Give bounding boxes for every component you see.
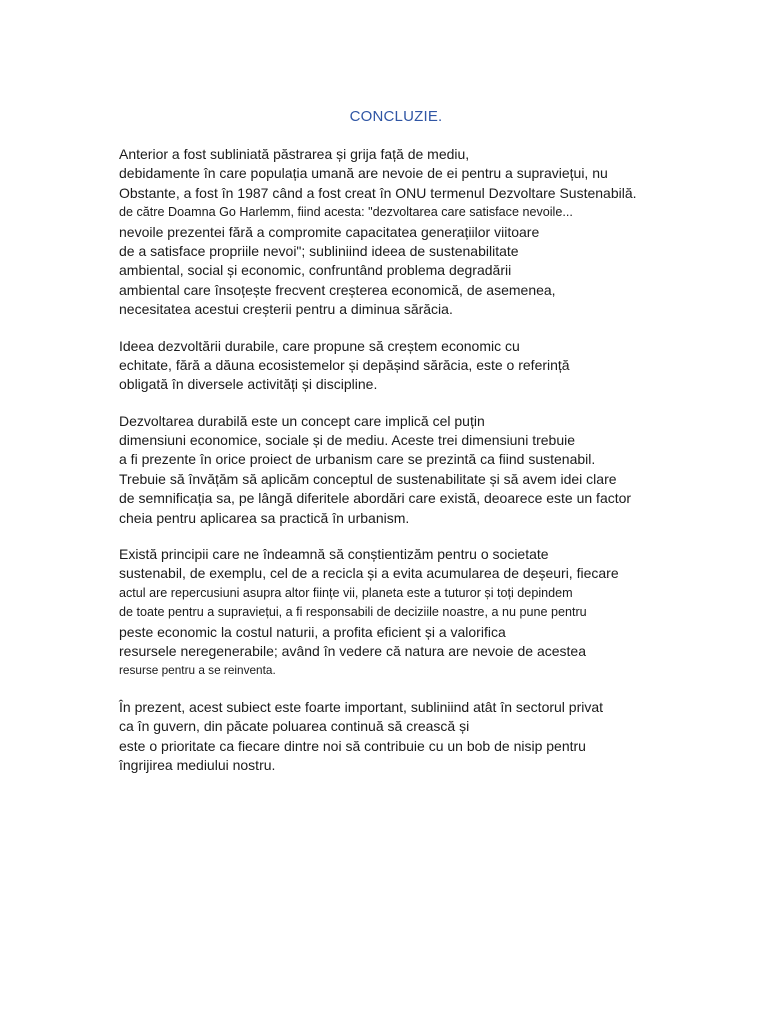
text-line: Trebuie să învățăm să aplicăm conceptul de sustenabilitate și să avem idei clare xyxy=(119,470,617,487)
paragraph-3 xyxy=(119,412,719,528)
text-line: resurse pentru a se reinventa. xyxy=(119,663,276,678)
text-line: Există principii care ne îndeamnă să conștientizăm pentru o societate xyxy=(119,546,549,563)
text-line: ambiental, social și economic, confruntând problema degradării xyxy=(119,262,512,279)
document-body xyxy=(119,145,719,792)
paragraph-5 xyxy=(119,698,719,776)
text-line: ambiental care însoțește frecvent creșterea economică, de asemenea, xyxy=(119,281,556,298)
text-line: de semnificația sa, pe lângă diferitele abordări care există, deoarece este un factor xyxy=(119,490,632,507)
text-line: În prezent, acest subiect este foarte important, subliniind atât în sectorul privat xyxy=(119,698,604,715)
text-line: actul are repercusiuni asupra altor ființe vii, planeta este a tuturor și toți depindem xyxy=(119,585,573,600)
text-line: echitate, fără a dăuna ecosistemelor și depășind sărăcia, este o referință xyxy=(119,356,570,373)
paragraph-4 xyxy=(119,545,719,681)
page-title: CONCLUZIE. xyxy=(349,108,443,125)
text-line: nevoile prezentei fără a compromite capacitatea generațiilor viitoare xyxy=(119,223,540,240)
text-line: Dezvoltarea durabilă este un concept care implică cel puțin xyxy=(119,412,485,429)
text-line: resursele neregenerabile; având în vedere că natura are nevoie de acestea xyxy=(119,642,586,659)
paragraph-1 xyxy=(119,145,719,320)
text-line: de către Doamna Go Harlemm, fiind acesta: "dezvoltarea care satisface nevoile... xyxy=(119,205,573,220)
text-line: de a satisface propriile nevoi"; subliniind ideea de sustenabilitate xyxy=(119,242,519,259)
text-line: de toate pentru a supraviețui, a fi responsabili de deciziile noastre, a nu pune pentru xyxy=(119,605,587,620)
text-line: a fi prezente în orice proiect de urbanism care se prezintă ca fiind sustenabil. xyxy=(119,451,596,468)
text-line: obligată în diversele activități și discipline. xyxy=(119,376,378,393)
text-line: este o prioritate ca fiecare dintre noi să contribuie cu un bob de nisip pentru xyxy=(119,737,586,754)
paragraph-2 xyxy=(119,337,719,395)
text-line: cheia pentru aplicarea sa practică în urbanism. xyxy=(119,509,410,526)
text-line: Ideea dezvoltării durabile, care propune să creștem economic cu xyxy=(119,337,520,354)
text-line: sustenabil, de exemplu, cel de a recicla și a evita acumularea de deșeuri, fiecare xyxy=(119,565,619,582)
text-line: îngrijirea mediului nostru. xyxy=(119,756,276,773)
text-line: dimensiuni economice, sociale și de mediu. Aceste trei dimensiuni trebuie xyxy=(119,432,576,449)
text-line: Obstante, a fost în 1987 când a fost creat în ONU termenul Dezvoltare Sustenabilă. xyxy=(119,184,637,201)
text-line: peste economic la costul naturii, a profita eficient și a valorifica xyxy=(119,623,506,640)
text-line: ca în guvern, din păcate poluarea continuă să crească și xyxy=(119,718,470,735)
text-line: Anterior a fost subliniată păstrarea și grija față de mediu, xyxy=(119,146,470,162)
text-line: necesitatea acestui creșterii pentru a diminua sărăcia. xyxy=(119,301,453,318)
text-line: debidamente în care populația umană are nevoie de ei pentru a supraviețui, nu xyxy=(119,165,608,182)
